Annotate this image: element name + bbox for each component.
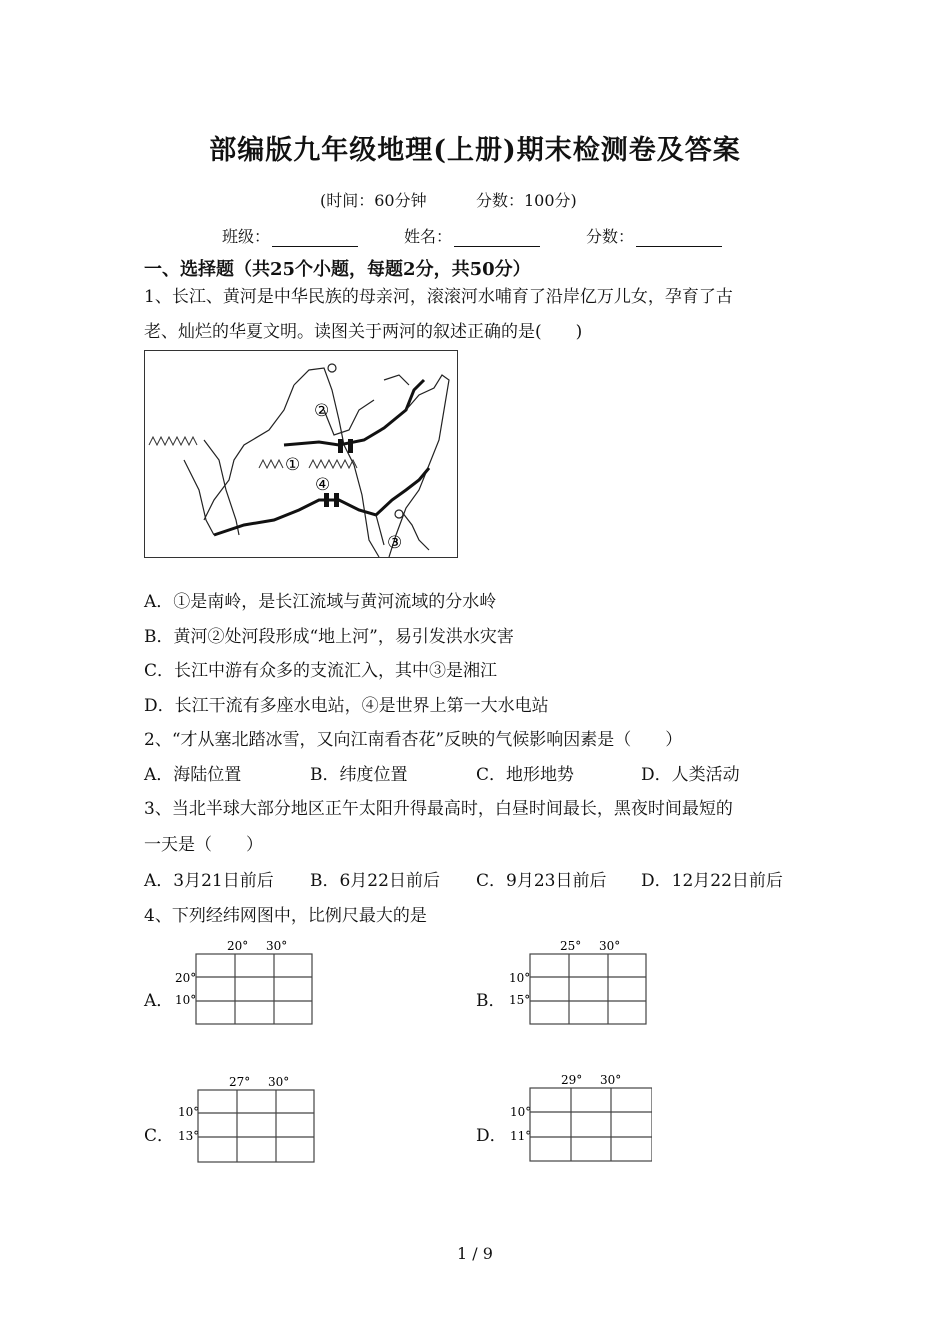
q3-option-a: A．3月21日前后 [144,871,274,891]
q3-option-b: B．6月22日前后 [310,871,440,891]
grid-a-lat-top: 20° [175,971,197,985]
map-label-2: ② [314,401,330,421]
grid-a-lon-left: 20° [227,939,249,953]
exam-time: (时间：60分钟 [320,191,427,210]
q4-grid-a [170,934,320,1029]
grid-c-lon-left: 27° [229,1075,251,1089]
exam-score: 分数：100分) [476,191,577,210]
river-map [144,350,458,558]
class-blank [272,230,358,247]
grid-b-lat-bottom: 15° [509,993,531,1007]
q3-line1: 3、当北半球大部分地区正午太阳升得最高时，白昼时间最长，黑夜时间最短的 [144,799,733,819]
page-title: 部编版九年级地理(上册)期末检测卷及答案 [209,135,741,166]
q2-option-c: C．地形地势 [476,765,575,785]
q2-option-a: A．海陆位置 [144,765,242,785]
map-label-1: ① [285,455,301,475]
grid-d-lat-top: 10° [510,1105,532,1119]
q2-option-b: B．纬度位置 [310,765,408,785]
q4-grid-c [170,1070,320,1165]
q1-line1: 1、长江、黄河是中华民族的母亲河，滚滚河水哺育了沿岸亿万儿女，孕育了古 [144,287,733,307]
q1-option-c: C．长江中游有众多的支流汇入，其中③是湘江 [144,661,498,681]
grid-d-lon-left: 29° [561,1073,583,1087]
class-field [222,224,358,247]
grid-c-lat-bottom: 13° [178,1129,200,1143]
q4-text: 4、下列经纬网图中，比例尺最大的是 [144,906,427,926]
grid-c-lat-top: 10° [178,1105,200,1119]
grid-c-lon-right: 30° [268,1075,290,1089]
name-field [404,224,540,247]
grid-a-lon-right: 30° [266,939,288,953]
page-number: 1 / 9 [457,1244,493,1263]
name-blank [454,230,540,247]
map-label-3: ③ [387,533,403,553]
map-label-4: ④ [315,475,331,495]
q4-grid-d [502,1068,652,1165]
q4-option-a-label: A． [144,991,174,1011]
section-heading: 一、选择题（共25个小题，每题2分，共50分） [144,259,531,280]
grid-b-lon-right: 30° [599,939,621,953]
q4-option-d-label: D． [476,1126,507,1146]
q4-option-c-label: C． [144,1126,175,1146]
class-label: 班级： [222,227,271,246]
name-label: 姓名： [404,227,453,246]
q2-text: 2、“才从塞北踏冰雪，又向江南看杏花”反映的气候影响因素是（ ） [144,730,683,750]
grid-b-lon-left: 25° [560,939,582,953]
score-blank [636,230,722,247]
grid-d-lon-right: 30° [600,1073,622,1087]
q3-line2: 一天是（ ） [144,835,263,855]
grid-d-lat-bottom: 11° [510,1129,532,1143]
q2-option-d: D．人类活动 [641,765,740,785]
q1-option-b: B．黄河②处河段形成“地上河”，易引发洪水灾害 [144,627,514,647]
grid-b-lat-top: 10° [509,971,531,985]
q1-option-d: D．长江干流有多座水电站，④是世界上第一大水电站 [144,696,549,716]
q3-option-c: C．9月23日前后 [476,871,607,891]
q1-option-a: A．①是南岭，是长江流域与黄河流域的分水岭 [144,592,497,612]
score-label: 分数： [586,227,635,246]
q4-grid-b [502,934,652,1029]
q1-line2: 老、灿烂的华夏文明。读图关于两河的叙述正确的是( ) [144,322,583,342]
score-field [586,224,722,247]
grid-a-lat-bottom: 10° [175,993,197,1007]
q3-option-d: D．12月22日前后 [641,871,783,891]
q4-option-b-label: B． [476,991,506,1011]
